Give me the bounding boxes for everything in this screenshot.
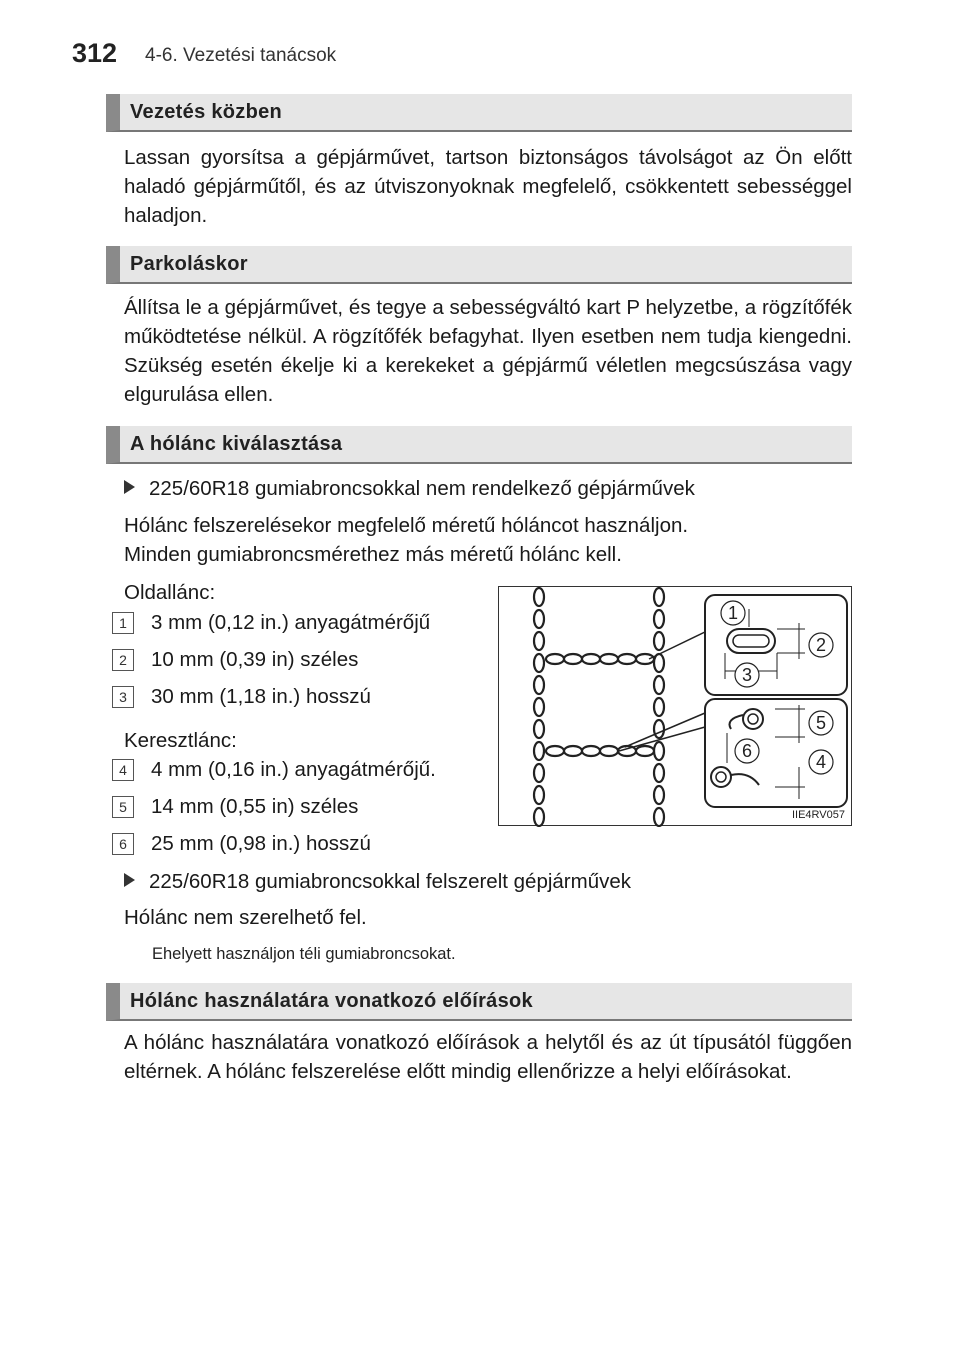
bullet-no-225-tires bbox=[124, 474, 695, 503]
section-header-regulations bbox=[106, 983, 852, 1021]
spec-text: 3 mm (0,12 in.) anyagátmérőjű bbox=[151, 611, 431, 634]
side-chain-label: Oldallánc: bbox=[124, 581, 216, 604]
regulations-paragraph: A hólánc használatára vonatkozó előírások a helytől és az út típusától függően eltérnek. A hólánc felszerelése előtt mindig ellenőrizze a helyi előírásokat. bbox=[124, 1031, 852, 1083]
selection-line-1: Hólánc felszerelésekor megfelelő méretű hóláncot használjon. bbox=[124, 514, 689, 537]
side-chain-left bbox=[534, 588, 544, 826]
cross-chain-top bbox=[546, 654, 654, 664]
section-header-chain-selection bbox=[106, 426, 852, 464]
triangle-bullet-icon bbox=[124, 873, 135, 887]
bullet-text: 225/60R18 gumiabroncsokkal nem rendelkező gépjárművek bbox=[149, 477, 695, 500]
callout-2: 2 bbox=[815, 635, 827, 655]
callout-6: 6 bbox=[741, 741, 753, 761]
snow-chain-figure bbox=[498, 586, 852, 826]
spec-number-badge: 1 bbox=[112, 612, 134, 634]
section-title: Hólánc használatára vonatkozó előírások bbox=[130, 990, 533, 1012]
page-number: 312 bbox=[72, 38, 118, 68]
figure-code: IIE4RV057 bbox=[791, 809, 845, 821]
spec-text: 4 mm (0,16 in.) anyagátmérőjű. bbox=[151, 758, 436, 781]
section-header-driving bbox=[106, 94, 852, 132]
spec-number-badge: 3 bbox=[112, 686, 134, 708]
section-title: A hólánc kiválasztása bbox=[130, 433, 343, 455]
callout-5: 5 bbox=[815, 713, 827, 733]
driving-paragraph: Lassan gyorsítsa a gépjárművet, tartson biztonságos távolságot az Ön előtt haladó gépjárműtől, és az útviszonyoknak megfelelő, csökkentett sebességgel haladjon. bbox=[124, 146, 852, 227]
selection-line-2: Minden gumiabroncsmérethez más méretű hólánc kell. bbox=[124, 543, 622, 566]
spec-number-badge: 4 bbox=[112, 759, 134, 781]
triangle-bullet-icon bbox=[124, 480, 135, 494]
spec-number-badge: 6 bbox=[112, 833, 134, 855]
cross-chain-label: Keresztlánc: bbox=[124, 729, 237, 752]
spec-text: 30 mm (1,18 in.) hosszú bbox=[151, 685, 371, 708]
cross-chain-bottom bbox=[546, 746, 654, 756]
cannot-fit-line: Hólánc nem szerelhető fel. bbox=[124, 906, 367, 929]
parking-paragraph: Állítsa le a gépjárművet, és tegye a sebességváltó kart P helyzetbe, a rögzítőfék működtetése nélkül. A rögzítőfék befagyhat. Ilyen esetben nem tudja kiengedni. Szükség esetén ékelje ki a kerekeket a gépjármű véletlen megcsúszása vagy elgurulása ellen. bbox=[124, 296, 852, 406]
callout-4: 4 bbox=[815, 752, 827, 772]
spec-number-badge: 2 bbox=[112, 649, 134, 671]
callout-1: 1 bbox=[727, 603, 739, 623]
bullet-with-225-tires bbox=[124, 867, 631, 896]
winter-tire-note: Ehelyett használjon téli gumiabroncsokat. bbox=[152, 945, 456, 963]
side-chain-right bbox=[654, 588, 664, 826]
section-title: Parkoláskor bbox=[130, 253, 248, 275]
spec-number-badge: 5 bbox=[112, 796, 134, 818]
section-header-parking bbox=[106, 246, 852, 284]
snow-chain-illustration bbox=[499, 587, 853, 827]
section-title: Vezetés közben bbox=[130, 101, 283, 123]
spec-text: 10 mm (0,39 in) széles bbox=[151, 648, 359, 671]
chapter-title: 4-6. Vezetési tanácsok bbox=[145, 45, 337, 66]
spec-text: 25 mm (0,98 in.) hosszú bbox=[151, 832, 371, 855]
spec-text: 14 mm (0,55 in) széles bbox=[151, 795, 359, 818]
callout-3: 3 bbox=[741, 665, 753, 685]
bullet-text: 225/60R18 gumiabroncsokkal felszerelt gépjárművek bbox=[149, 870, 632, 893]
